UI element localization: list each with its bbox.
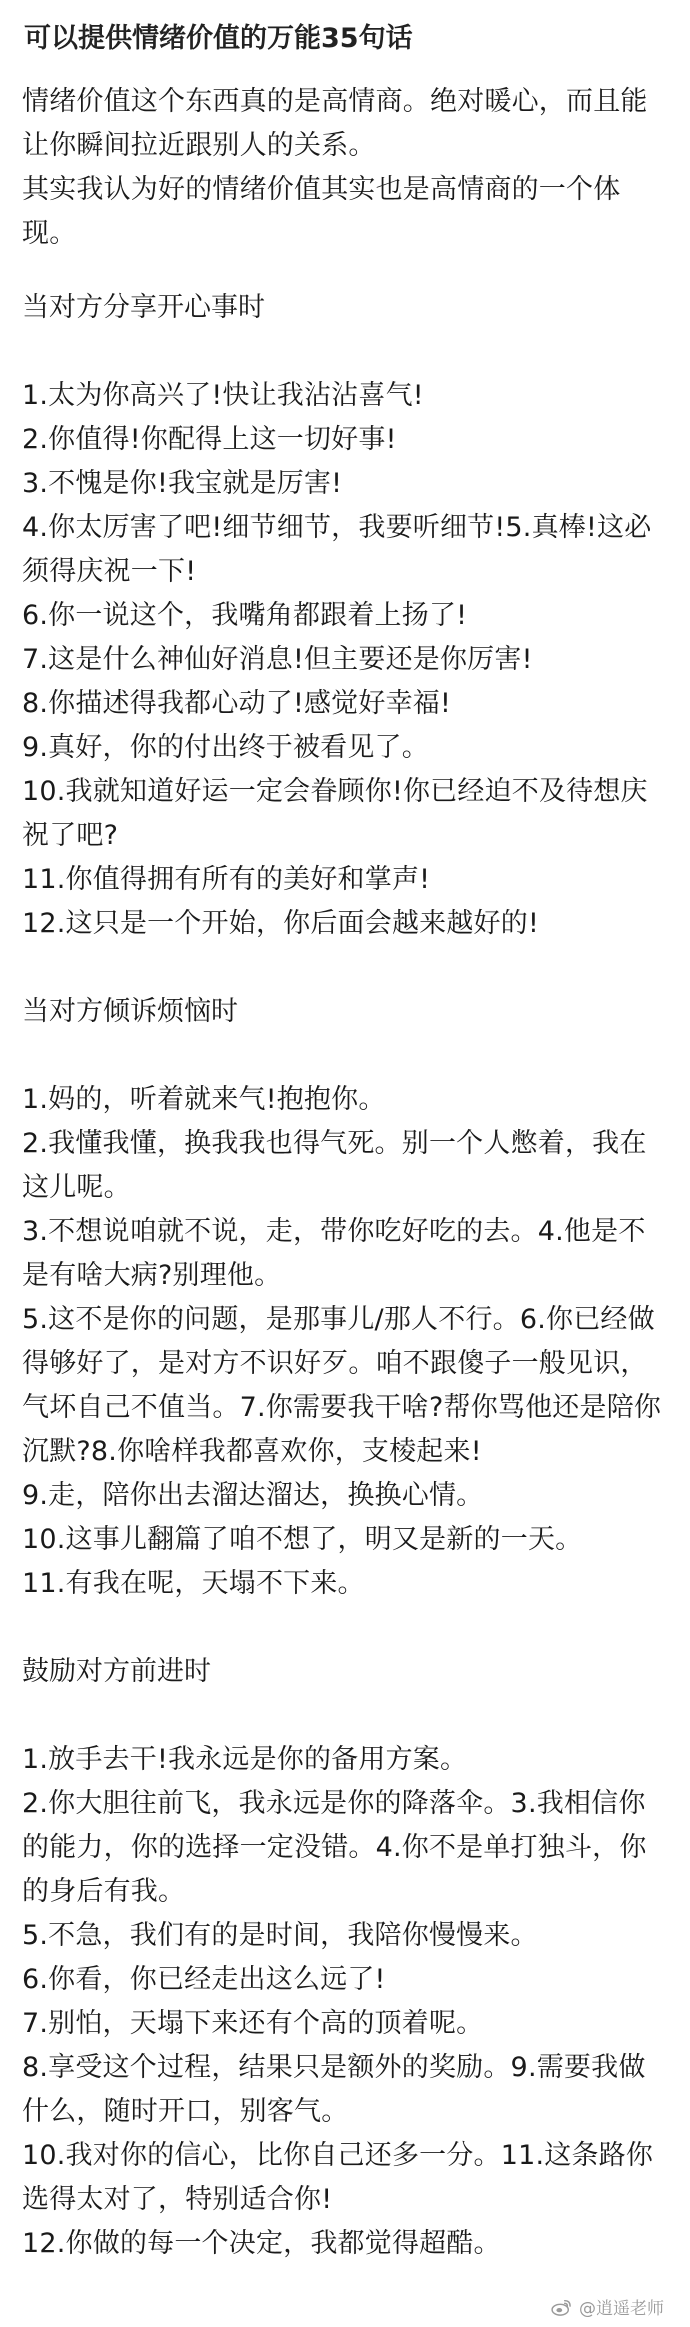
section-share-happy xyxy=(22,286,666,946)
watermark-text: @逍遥老师 xyxy=(579,2299,664,2319)
list-item: 6.你看，你已经走出这么远了! xyxy=(22,1964,386,1995)
list-item: 10.我对你的信心，比你自己还多一分。11.这条路你选得太对了，特别适合你! xyxy=(22,2140,654,2215)
list-item: 8.你描述得我都心动了!感觉好幸福! xyxy=(22,688,452,719)
section-heading: 当对方分享开心事时 xyxy=(22,292,265,323)
intro-paragraph-1: 情绪价值这个东西真的是高情商。绝对暖心，而且能让你瞬间拉近跟别人的关系。 xyxy=(22,86,648,161)
list-item: 5.不急，我们有的是时间，我陪你慢慢来。 xyxy=(22,1920,538,1951)
list-item: 2.你值得!你配得上这一切好事! xyxy=(22,424,397,455)
list-item: 1.妈的，听着就来气!抱抱你。 xyxy=(22,1084,386,1115)
list-item: 8.享受这个过程，结果只是额外的奖励。9.需要我做什么，随时开口，别客气。 xyxy=(22,2052,646,2127)
list-item: 4.你太厉害了吧!细节细节，我要听细节!5.真棒!这必须得庆祝一下! xyxy=(22,512,652,587)
list-item: 11.有我在呢，天塌不下来。 xyxy=(22,1568,365,1599)
list-item: 12.你做的每一个决定，我都觉得超酷。 xyxy=(22,2228,501,2259)
article-title: 可以提供情绪价值的万能35句话 xyxy=(24,23,413,54)
list-item: 3.不想说咱就不说，走，带你吃好吃的去。4.他是不是有啥大病?别理他。 xyxy=(22,1216,646,1291)
list-item: 12.这只是一个开始，你后面会越来越好的! xyxy=(22,908,539,939)
weibo-icon xyxy=(551,2298,573,2316)
list-item: 3.不愧是你!我宝就是厉害! xyxy=(22,468,343,499)
section-heading: 当对方倾诉烦恼时 xyxy=(22,996,238,1027)
list-item: 10.我就知道好运一定会眷顾你!你已经迫不及待想庆祝了吧? xyxy=(22,776,648,851)
section-vent-troubles xyxy=(22,990,666,1606)
list-item: 11.你值得拥有所有的美好和掌声! xyxy=(22,864,431,895)
list-item: 1.放手去干!我永远是你的备用方案。 xyxy=(22,1744,468,1775)
list-item: 5.这不是你的问题，是那事儿/那人不行。6.你已经做得够好了，是对方不识好歹。咱不跟傻子一般见识，气坏自己不值当。7.你需要我干啥?帮你骂他还是陪你沉默?8.你啥样我都喜欢你，支棱起来! xyxy=(22,1304,662,1467)
weibo-watermark xyxy=(551,2294,664,2319)
list-item: 7.这是什么神仙好消息!但主要还是你厉害! xyxy=(22,644,533,675)
list-item: 7.别怕，天塌下来还有个高的顶着呢。 xyxy=(22,2008,484,2039)
list-item: 1.太为你高兴了!快让我沾沾喜气! xyxy=(22,380,424,411)
section-heading: 鼓励对方前进时 xyxy=(22,1656,211,1687)
section-encourage xyxy=(22,1650,666,2266)
list-item: 9.走，陪你出去溜达溜达，换换心情。 xyxy=(22,1480,484,1511)
list-item: 2.我懂我懂，换我我也得气死。别一个人憋着，我在这儿呢。 xyxy=(22,1128,647,1203)
list-item: 10.这事儿翻篇了咱不想了，明又是新的一天。 xyxy=(22,1524,583,1555)
list-item: 6.你一说这个，我嘴角都跟着上扬了! xyxy=(22,600,468,631)
list-item: 9.真好，你的付出终于被看见了。 xyxy=(22,732,429,763)
list-item: 2.你大胆往前飞，我永远是你的降落伞。3.我相信你的能力，你的选择一定没错。4.你不是单打独斗，你的身后有我。 xyxy=(22,1788,647,1907)
intro-paragraph-2: 其实我认为好的情绪价值其实也是高情商的一个体现。 xyxy=(22,174,621,249)
